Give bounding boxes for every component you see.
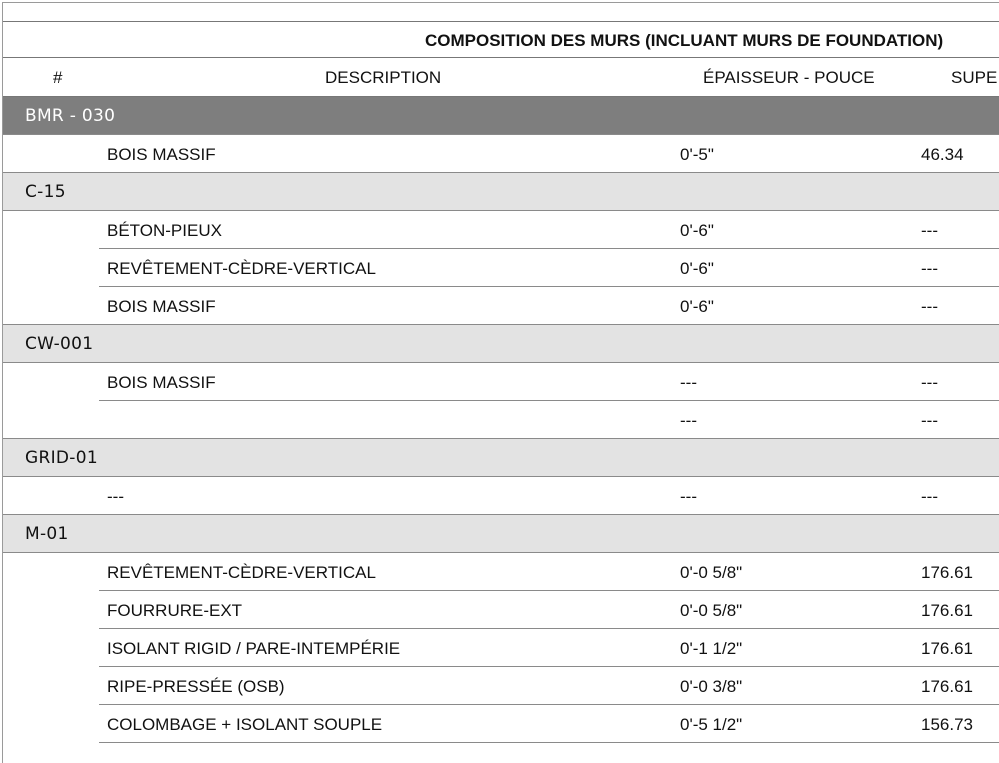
- row-description: ISOLANT RIGID / PARE-INTEMPÉRIE: [107, 639, 401, 658]
- row-superficie: ---: [921, 259, 938, 278]
- column-header-superficie[interactable]: SUPE: [951, 68, 998, 87]
- row-description: BOIS MASSIF: [107, 145, 216, 164]
- group-row[interactable]: [3, 439, 999, 477]
- table-title: COMPOSITION DES MURS (INCLUANT MURS DE FOUNDATION): [425, 31, 944, 50]
- row-description: FOURRURE-EXT: [107, 601, 243, 620]
- table-row[interactable]: [3, 211, 999, 249]
- row-description: REVÊTEMENT-CÈDRE-VERTICAL: [107, 259, 376, 278]
- row-superficie: ---: [921, 487, 938, 506]
- table-row[interactable]: [3, 553, 999, 591]
- row-description: COLOMBAGE + ISOLANT SOUPLE: [107, 715, 383, 734]
- group-label: CW-001: [25, 334, 94, 354]
- table-row[interactable]: [3, 705, 999, 743]
- row-superficie: 156.73: [921, 715, 973, 734]
- row-epaisseur: 0'-0 5/8": [680, 563, 743, 582]
- row-epaisseur: ---: [680, 411, 697, 430]
- row-description: BOIS MASSIF: [107, 373, 216, 392]
- column-header-row: [3, 58, 999, 97]
- row-superficie: ---: [921, 373, 938, 392]
- group-row[interactable]: [3, 325, 999, 363]
- column-header-description[interactable]: DESCRIPTION: [325, 68, 442, 87]
- table-row[interactable]: [3, 363, 999, 401]
- table-row[interactable]: [3, 667, 999, 705]
- group-label: GRID-01: [25, 448, 98, 468]
- row-epaisseur: 0'-5 1/2": [680, 715, 743, 734]
- row-superficie: 176.61: [921, 601, 973, 620]
- row-epaisseur: 0'-1 1/2": [680, 639, 743, 658]
- table-title-row: [3, 21, 999, 58]
- table-row[interactable]: [3, 629, 999, 667]
- row-description: ---: [107, 487, 124, 506]
- table-row[interactable]: [3, 287, 999, 325]
- row-superficie: 176.61: [921, 677, 973, 696]
- row-epaisseur: ---: [680, 373, 697, 392]
- row-epaisseur: 0'-5": [680, 145, 714, 164]
- table-body: [3, 97, 999, 743]
- group-row[interactable]: [3, 173, 999, 211]
- row-superficie: ---: [921, 411, 938, 430]
- column-header-number[interactable]: #: [53, 68, 63, 87]
- group-row[interactable]: [3, 97, 999, 135]
- row-epaisseur: 0'-0 3/8": [680, 677, 743, 696]
- table-row[interactable]: [3, 591, 999, 629]
- row-superficie: 176.61: [921, 563, 973, 582]
- table-row[interactable]: [3, 249, 999, 287]
- row-superficie: 176.61: [921, 639, 973, 658]
- row-superficie: ---: [921, 221, 938, 240]
- row-epaisseur: 0'-6": [680, 259, 714, 278]
- group-row[interactable]: [3, 515, 999, 553]
- schedule-table: [3, 21, 999, 743]
- row-epaisseur: ---: [680, 487, 697, 506]
- table-row[interactable]: [3, 401, 999, 439]
- row-superficie: 46.34: [921, 145, 964, 164]
- column-header-epaisseur[interactable]: ÉPAISSEUR - POUCE: [703, 68, 875, 87]
- row-description: BÉTON-PIEUX: [107, 221, 222, 240]
- row-description: RIPE-PRESSÉE (OSB): [107, 677, 285, 696]
- schedule-sheet: [2, 2, 999, 763]
- group-label: M-01: [25, 524, 69, 544]
- table-row[interactable]: [3, 477, 999, 515]
- group-label: BMR - 030: [25, 106, 116, 126]
- table-row[interactable]: [3, 135, 999, 173]
- row-superficie: ---: [921, 297, 938, 316]
- row-epaisseur: 0'-6": [680, 221, 714, 240]
- row-description: REVÊTEMENT-CÈDRE-VERTICAL: [107, 563, 376, 582]
- row-epaisseur: 0'-0 5/8": [680, 601, 743, 620]
- row-description: BOIS MASSIF: [107, 297, 216, 316]
- row-epaisseur: 0'-6": [680, 297, 714, 316]
- group-label: C-15: [25, 182, 66, 202]
